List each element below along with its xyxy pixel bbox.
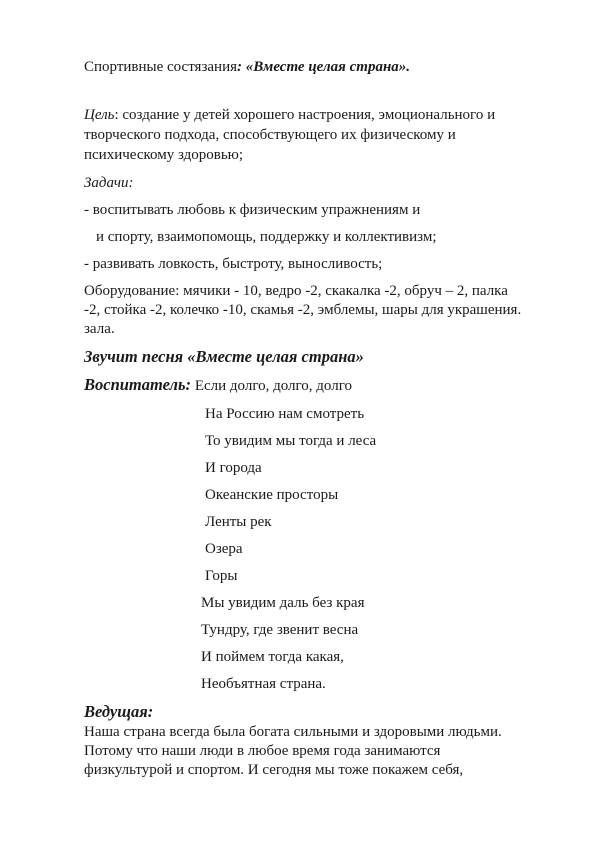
tasks-label: Задачи: xyxy=(84,175,134,191)
poem-line: Океанские просторы xyxy=(205,487,339,503)
task-item-2: - развивать ловкость, быстроту, выносливость; xyxy=(84,256,383,272)
poem-line: На Россию нам смотреть xyxy=(205,406,365,422)
goal-label: Цель xyxy=(84,107,115,123)
equipment-line-3: зала. xyxy=(84,321,115,337)
song-heading: Звучит песня «Вместе целая страна» xyxy=(84,347,364,366)
educator-first-line: Если долго, долго, долго xyxy=(191,378,352,394)
poem-line: И города xyxy=(205,460,262,476)
goal-text-1: : создание у детей хорошего настроения, эмоционального и xyxy=(114,107,496,123)
poem-line: То увидим мы тогда и леса xyxy=(205,433,377,449)
equipment-line-1: Оборудование: мячики - 10, ведро -2, скакалка -2, обруч – 2, палка xyxy=(84,283,508,299)
poem-line: Горы xyxy=(205,568,238,584)
educator-line xyxy=(84,376,352,395)
task-item-1-line-1: - воспитывать любовь к физическим упражнениям и xyxy=(84,202,421,218)
poem-line: Необъятная страна. xyxy=(201,676,326,692)
host-label: Ведущая: xyxy=(84,702,154,721)
poem-line: Ленты рек xyxy=(205,514,272,530)
goal-line-3: психическому здоровью; xyxy=(84,147,244,163)
goal-line-1 xyxy=(84,106,495,124)
task-item-1-line-2: и спорту, взаимопомощь, поддержку и коллективизм; xyxy=(96,229,437,245)
poem-line: Мы увидим даль без края xyxy=(201,595,365,611)
poem-line: И поймем тогда какая, xyxy=(201,649,344,665)
equipment-line-2: -2, стойка -2, колечко -10, скамья -2, эмблемы, шары для украшения. xyxy=(84,302,522,318)
poem-line: Тундру, где звенит весна xyxy=(201,622,359,638)
title-prefix: Спортивные состязания xyxy=(84,59,237,75)
goal-line-2: творческого подхода, способствующего их физическому и xyxy=(84,127,456,143)
poem-line: Озера xyxy=(205,541,243,557)
host-text-line: Наша страна всегда была богата сильными и здоровыми людьми. xyxy=(84,724,502,740)
document-title xyxy=(84,58,410,76)
event-name: : «Вместе целая страна». xyxy=(237,59,411,75)
host-text-line: физкультурой и спортом. И сегодня мы тоже покажем себя, xyxy=(84,762,464,778)
host-text-line: Потому что наши люди в любое время года занимаются xyxy=(84,743,441,759)
educator-label: Воспитатель: xyxy=(84,375,192,394)
